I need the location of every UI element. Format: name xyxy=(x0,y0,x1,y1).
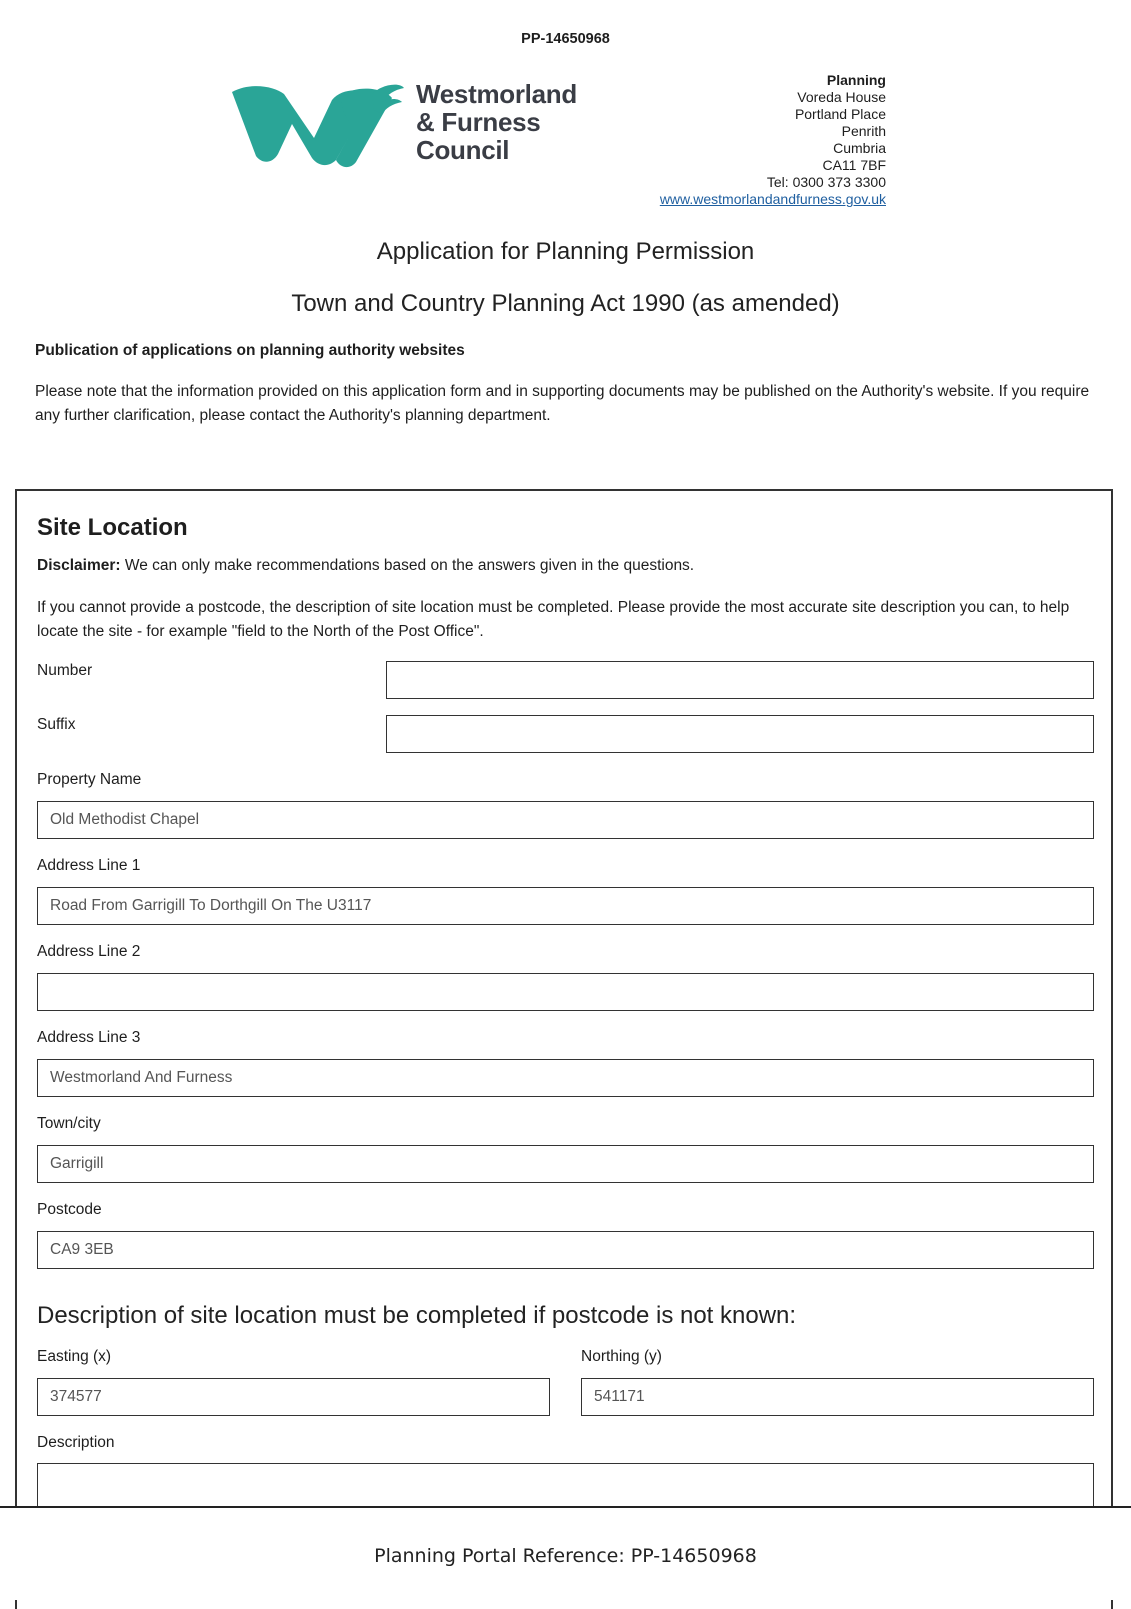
address-phone: Tel: 0300 373 3300 xyxy=(766,174,886,190)
address-department: Planning xyxy=(826,72,886,88)
logo-line-2: & Furness xyxy=(416,107,541,137)
address-line: Cumbria xyxy=(833,140,886,156)
number-field[interactable] xyxy=(386,661,1094,699)
address-line-1-label: Address Line 1 xyxy=(37,857,141,874)
section-title: Site Location xyxy=(37,514,188,541)
site-location-panel xyxy=(15,489,1113,1609)
description-heading: Description of site location must be completed if postcode is not known: xyxy=(37,1302,797,1329)
address-line: Penrith xyxy=(841,123,886,139)
suffix-field[interactable] xyxy=(386,715,1094,753)
disclaimer xyxy=(37,557,694,575)
form-title: Application for Planning Permission xyxy=(376,238,755,265)
property-name-field[interactable]: Old Methodist Chapel xyxy=(37,801,1094,839)
town-city-label: Town/city xyxy=(37,1115,101,1132)
council-address xyxy=(660,72,886,208)
disclaimer-text: We can only make recommendations based on the answers given in the questions. xyxy=(120,557,695,574)
address-line-3-field[interactable]: Westmorland And Furness xyxy=(37,1059,1094,1097)
act-title: Town and Country Planning Act 1990 (as amended) xyxy=(291,290,840,317)
address-line: CA11 7BF xyxy=(822,157,886,173)
address-line-3-label: Address Line 3 xyxy=(37,1029,141,1046)
easting-field[interactable]: 374577 xyxy=(37,1378,550,1416)
easting-label: Easting (x) xyxy=(37,1348,112,1365)
postcode-field[interactable]: CA9 3EB xyxy=(37,1231,1094,1269)
description-label: Description xyxy=(37,1434,115,1451)
publication-heading: Publication of applications on planning authority websites xyxy=(35,342,465,359)
northing-label: Northing (y) xyxy=(581,1348,662,1365)
postcode-note: If you cannot provide a postcode, the description of site location must be completed. Please provide the most accurate site description you can, to help locate the site - for example "field to the North of the Post Office". xyxy=(37,599,1070,640)
postcode-label: Postcode xyxy=(37,1201,102,1218)
address-line: Voreda House xyxy=(797,89,886,105)
suffix-label: Suffix xyxy=(37,716,76,733)
footer-divider xyxy=(0,1506,1131,1508)
reference-number: PP-14650968 xyxy=(521,31,610,47)
footer-reference: Planning Portal Reference: PP-14650968 xyxy=(374,1545,757,1567)
number-label: Number xyxy=(37,662,93,679)
disclaimer-label: Disclaimer: xyxy=(37,557,121,574)
address-line-2-label: Address Line 2 xyxy=(37,943,141,960)
logo-line-1: Westmorland xyxy=(416,79,577,109)
website-link[interactable]: www.westmorlandandfurness.gov.uk xyxy=(659,191,886,207)
address-line-2-field[interactable] xyxy=(37,973,1094,1011)
address-line-1-field[interactable]: Road From Garrigill To Dorthgill On The U3117 xyxy=(37,887,1094,925)
town-city-field[interactable]: Garrigill xyxy=(37,1145,1094,1183)
publication-text: Please note that the information provided on this application form and in supporting documents may be published on the Authority's website. If you require any further clarification, please contact the Authority's planning department. xyxy=(35,383,1090,424)
council-logo-text xyxy=(416,80,577,164)
address-line: Portland Place xyxy=(794,106,886,122)
northing-field[interactable]: 541171 xyxy=(581,1378,1094,1416)
logo-line-3: Council xyxy=(416,135,510,165)
property-name-label: Property Name xyxy=(37,771,142,788)
